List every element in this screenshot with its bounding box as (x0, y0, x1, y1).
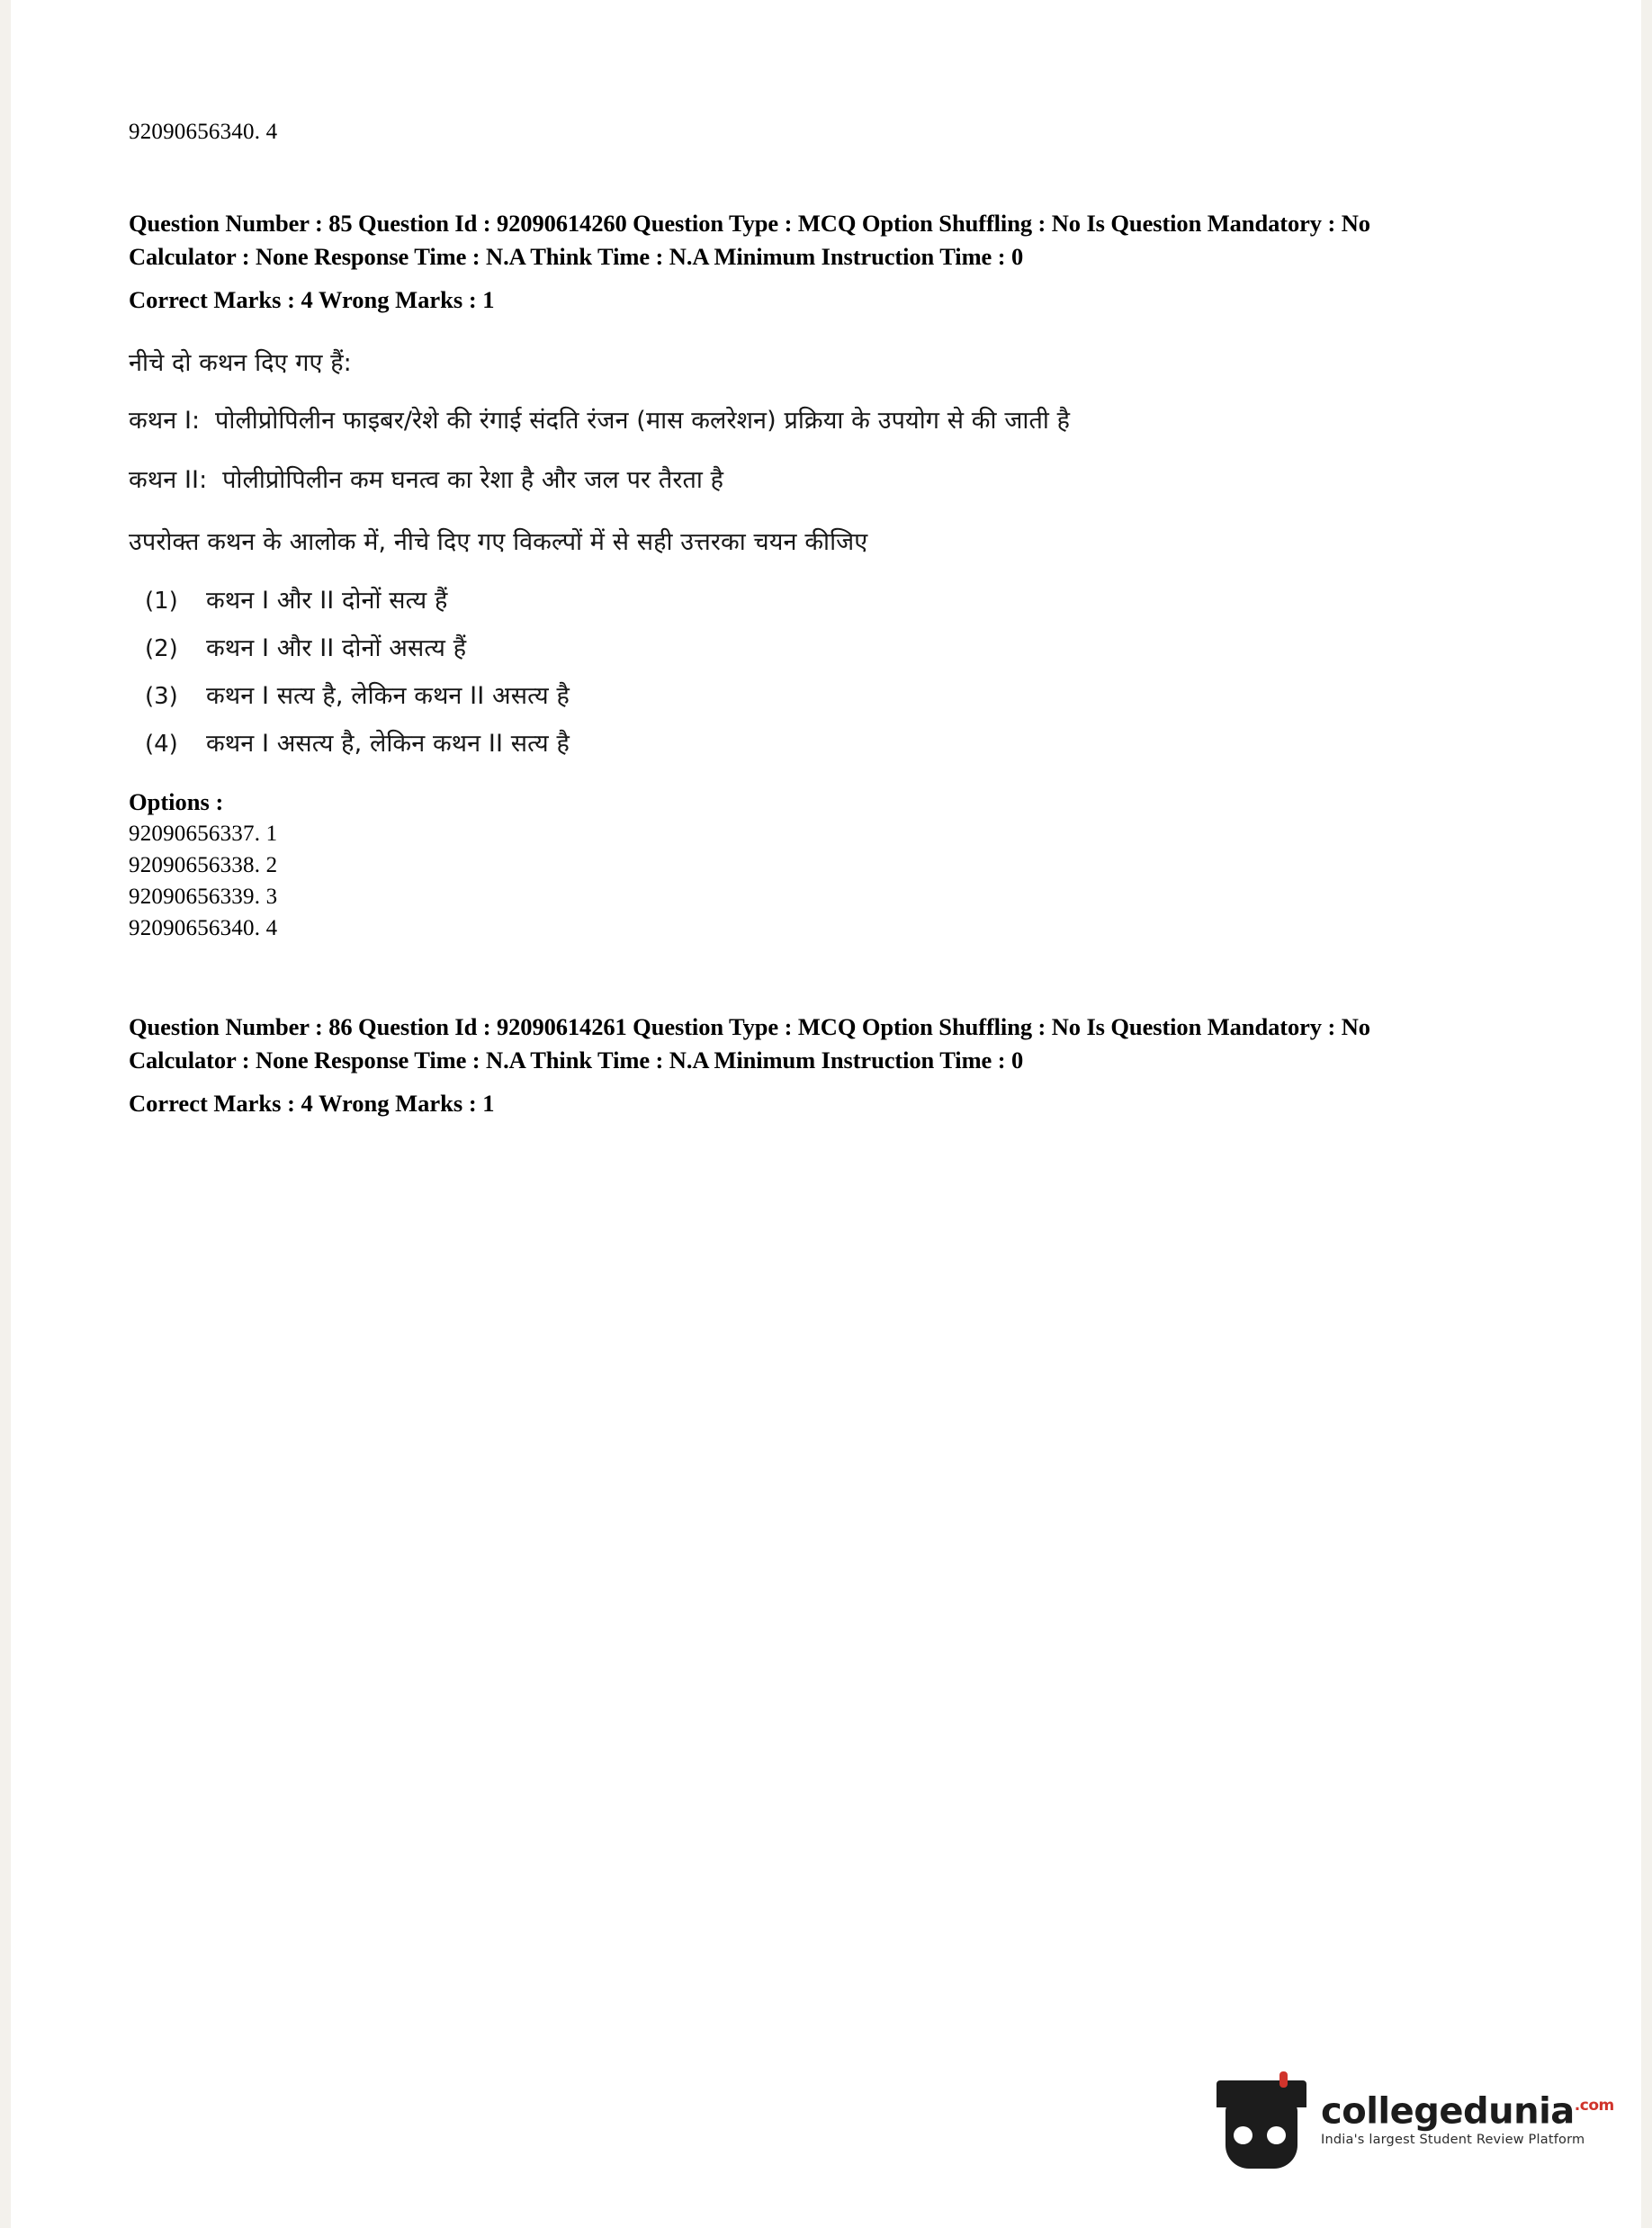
answer-choice-1-number: (1) (145, 588, 178, 615)
option-id-2: 92090656338. 2 (129, 853, 278, 877)
answer-choice-3-text: कथन I सत्य है, लेकिन कथन II असत्य है (206, 682, 570, 710)
statement-1-label: कथन I (129, 407, 193, 435)
statement-2-text: पोलीप्रोपिलीन कम घनत्व का रेशा है और जल पर तैरता है (222, 466, 724, 494)
answer-choice-list (129, 585, 1478, 760)
statement-2-colon: : (199, 466, 208, 494)
option-id-4: 92090656340. 4 (129, 916, 278, 940)
question-meta: Question Number : 86 Question Id : 92090614261 Question Type : MCQ Option Shuffling : No Is Question Mandatory : No Calculator : None Response Time : N.A Think Time : N.A Minimum Instruction Time : 0 (129, 1013, 1370, 1074)
question-marks: Correct Marks : 4 Wrong Marks : 1 (129, 1090, 495, 1117)
question-block-86 (129, 1011, 1478, 1120)
statement-1-colon: : (192, 407, 201, 435)
answer-choice-1[interactable] (129, 585, 1478, 617)
answer-choice-4-text: कथन I असत्य है, लेकिन कथन II सत्य है (206, 730, 570, 758)
statement-1-text: पोलीप्रोपिलीन फाइबर/रेशे की रंगाई संदति रंजन (मास कलरेशन) प्रक्रिया के उपयोग से की जाती है (215, 407, 1071, 435)
brand-tagline: India's largest Student Review Platform (1321, 2133, 1585, 2148)
collegedunia-watermark (1213, 2070, 1614, 2178)
question-separator (129, 944, 1478, 1011)
answer-choice-2[interactable] (129, 633, 1478, 665)
answer-choice-4[interactable] (129, 728, 1478, 760)
statement-2-label: कथन II (129, 466, 200, 494)
question-statement-1 (129, 403, 1438, 439)
brand-word: collegedunia (1321, 2090, 1575, 2133)
glasses-icon (1231, 2124, 1294, 2147)
answer-choice-4-number: (4) (145, 731, 178, 758)
brand-name (1321, 2086, 1614, 2133)
glasses-bridge (1255, 2134, 1266, 2136)
question-statement-2 (129, 463, 1438, 499)
question-stem-ask: उपरोक्त कथन के आलोक में, नीचे दिए गए विकल्पों में से सही उत्तरका चयन कीजिए (129, 528, 868, 556)
answer-choice-2-number: (2) (145, 635, 178, 662)
answer-choice-3[interactable] (129, 680, 1478, 713)
page-content (129, 117, 1478, 1120)
page-edge-left (0, 0, 11, 2228)
brand-suffix: .com (1574, 2097, 1614, 2115)
page-edge-right (1641, 0, 1652, 2228)
answer-choice-1-text: कथन I और II दोनों सत्य हैं (206, 587, 448, 615)
question-stem-intro: नीचे दो कथन दिए गए हैं: (129, 349, 352, 377)
question-block-85 (129, 207, 1478, 944)
glasses-lens-left (1231, 2124, 1255, 2147)
options-label: Options : (129, 788, 224, 815)
watermark-text (1321, 2086, 1614, 2148)
option-id-3: 92090656339. 3 (129, 885, 278, 909)
answer-choice-2-text: कथन I और II दोनों असत्य हैं (206, 634, 467, 662)
glasses-lens-right (1264, 2124, 1288, 2147)
question-meta: Question Number : 85 Question Id : 92090614260 Question Type : MCQ Option Shuffling : No Is Question Mandatory : No Calculator : None Response Time : N.A Think Time : N.A Minimum Instruction Time : 0 (129, 210, 1370, 270)
question-marks: Correct Marks : 4 Wrong Marks : 1 (129, 286, 495, 313)
graduate-mascot-icon (1213, 2077, 1310, 2174)
option-id-1: 92090656337. 1 (129, 822, 278, 846)
answer-choice-3-number: (3) (145, 683, 178, 710)
carryover-option-id: 92090656340. 4 (129, 120, 278, 144)
